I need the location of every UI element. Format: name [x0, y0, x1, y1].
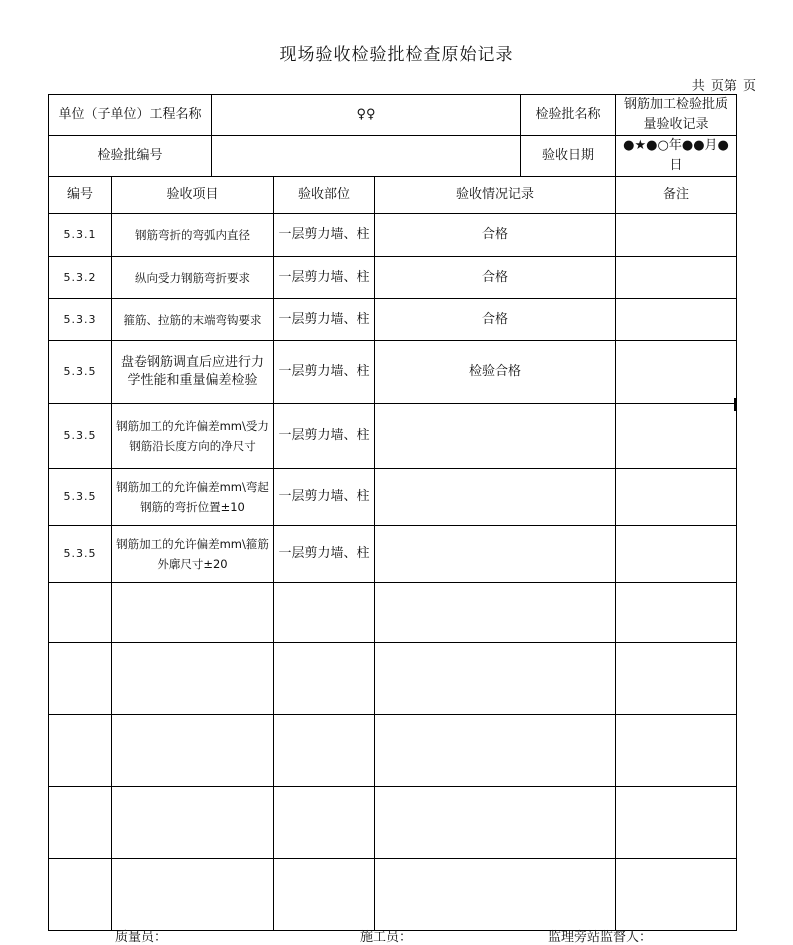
row-location[interactable]: [274, 583, 375, 643]
inspection-record-table: [48, 94, 737, 931]
row-location[interactable]: 一层剪力墙、柱: [274, 299, 375, 341]
batch-number-value[interactable]: [212, 136, 521, 177]
table-row: [49, 404, 737, 469]
row-item[interactable]: 钢筋加工的允许偏差mm\箍筋外廓尺寸±20: [112, 526, 274, 583]
table-row: [49, 469, 737, 526]
row-location[interactable]: 一层剪力墙、柱: [274, 341, 375, 404]
table-row: [49, 257, 737, 299]
row-result[interactable]: 合格: [375, 299, 616, 341]
row-result[interactable]: [375, 859, 616, 931]
batch-name-label: 检验批名称: [521, 95, 616, 136]
table-row: [49, 787, 737, 859]
row-item[interactable]: [112, 715, 274, 787]
row-note[interactable]: [616, 404, 737, 469]
page-title: 现场验收检验批检查原始记录: [279, 45, 514, 65]
row-number[interactable]: 5.3.5: [49, 469, 112, 526]
row-location[interactable]: 一层剪力墙、柱: [274, 404, 375, 469]
row-item[interactable]: 钢筋弯折的弯弧内直径: [112, 214, 274, 257]
row-result[interactable]: [375, 643, 616, 715]
inspection-date-label: 验收日期: [521, 136, 616, 177]
column-header-item: 验收项目: [112, 177, 274, 214]
table-edge-mark: [734, 398, 736, 411]
table-row: [49, 341, 737, 404]
column-header-result: 验收情况记录: [375, 177, 616, 214]
row-result[interactable]: [375, 526, 616, 583]
supervisor-label: 监理旁站监督人：: [548, 930, 653, 945]
row-result[interactable]: 检验合格: [375, 341, 616, 404]
row-location[interactable]: [274, 787, 375, 859]
column-header-note: 备注: [616, 177, 737, 214]
row-location[interactable]: 一层剪力墙、柱: [274, 257, 375, 299]
row-location[interactable]: 一层剪力墙、柱: [274, 526, 375, 583]
batch-name-value[interactable]: 钢筋加工检验批质量验收记录: [616, 95, 737, 136]
page-counter: 共 页第 页: [691, 79, 756, 94]
row-result[interactable]: [375, 469, 616, 526]
header-row-project: [49, 95, 737, 136]
row-location[interactable]: 一层剪力墙、柱: [274, 469, 375, 526]
row-result[interactable]: [375, 787, 616, 859]
row-location[interactable]: [274, 715, 375, 787]
row-result[interactable]: [375, 404, 616, 469]
row-note[interactable]: [616, 715, 737, 787]
row-item[interactable]: 箍筋、拉筋的末端弯钩要求: [112, 299, 274, 341]
unit-project-value[interactable]: ♀♀: [212, 95, 521, 136]
row-note[interactable]: [616, 787, 737, 859]
table-row: [49, 643, 737, 715]
row-item[interactable]: [112, 643, 274, 715]
header-row-batch: [49, 136, 737, 177]
row-item[interactable]: [112, 787, 274, 859]
row-number[interactable]: [49, 787, 112, 859]
row-note[interactable]: [616, 214, 737, 257]
batch-number-label: 检验批编号: [49, 136, 212, 177]
quality-inspector-label: 质量员：: [115, 930, 168, 945]
column-header-row: [49, 177, 737, 214]
row-result[interactable]: 合格: [375, 257, 616, 299]
row-note[interactable]: [616, 341, 737, 404]
row-item[interactable]: 钢筋加工的允许偏差mm\受力钢筋沿长度方向的净尺寸: [112, 404, 274, 469]
row-item[interactable]: 纵向受力钢筋弯折要求: [112, 257, 274, 299]
row-item[interactable]: 盘卷钢筋调直后应进行力学性能和重量偏差检验: [112, 341, 274, 404]
row-item[interactable]: 钢筋加工的允许偏差mm\弯起钢筋的弯折位置±10: [112, 469, 274, 526]
row-note[interactable]: [616, 583, 737, 643]
column-header-location: 验收部位: [274, 177, 375, 214]
row-result[interactable]: [375, 583, 616, 643]
row-number[interactable]: 5.3.2: [49, 257, 112, 299]
row-item[interactable]: [112, 859, 274, 931]
row-note[interactable]: [616, 469, 737, 526]
signature-footer: [0, 926, 793, 945]
row-location[interactable]: 一层剪力墙、柱: [274, 214, 375, 257]
row-number[interactable]: 5.3.3: [49, 299, 112, 341]
constructor-label: 施工员：: [360, 930, 413, 945]
row-note[interactable]: [616, 859, 737, 931]
row-number[interactable]: 5.3.5: [49, 341, 112, 404]
row-note[interactable]: [616, 643, 737, 715]
column-header-number: 编号: [49, 177, 112, 214]
table-row: [49, 299, 737, 341]
row-number[interactable]: 5.3.1: [49, 214, 112, 257]
table-row: [49, 214, 737, 257]
row-location[interactable]: [274, 859, 375, 931]
table-row: [49, 526, 737, 583]
row-number[interactable]: [49, 643, 112, 715]
inspection-date-value[interactable]: ●★●○年●●月●日: [616, 136, 737, 177]
row-note[interactable]: [616, 257, 737, 299]
row-number[interactable]: [49, 583, 112, 643]
row-result[interactable]: 合格: [375, 214, 616, 257]
table-row: [49, 715, 737, 787]
unit-project-label: 单位（子单位）工程名称: [49, 95, 212, 136]
row-note[interactable]: [616, 299, 737, 341]
table-row: [49, 859, 737, 931]
row-note[interactable]: [616, 526, 737, 583]
row-number[interactable]: 5.3.5: [49, 526, 112, 583]
row-item[interactable]: [112, 583, 274, 643]
table-row: [49, 583, 737, 643]
row-number[interactable]: [49, 715, 112, 787]
row-number[interactable]: [49, 859, 112, 931]
row-location[interactable]: [274, 643, 375, 715]
row-result[interactable]: [375, 715, 616, 787]
row-number[interactable]: 5.3.5: [49, 404, 112, 469]
